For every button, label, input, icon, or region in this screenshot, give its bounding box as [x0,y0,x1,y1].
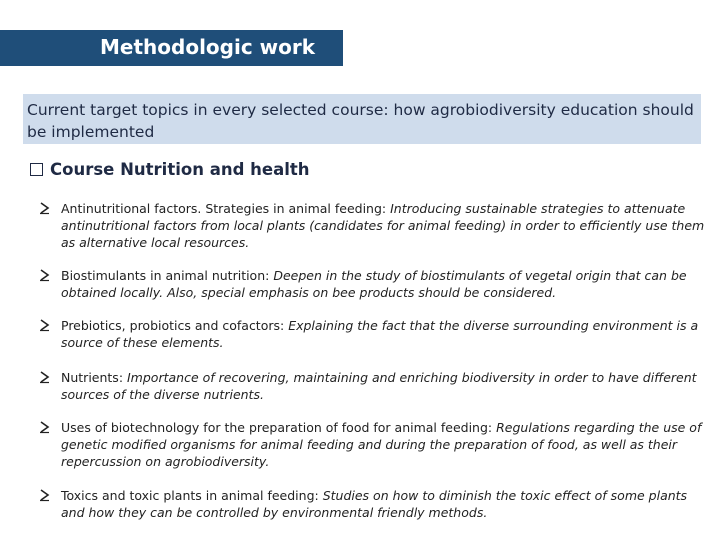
arrow-bullet-icon [38,268,52,282]
list-item [38,317,710,351]
title-bar [0,30,343,66]
item-label: Toxics and toxic plants in animal feeding: [61,488,323,503]
item-label: Uses of biotechnology for the preparation of food for animal feeding: [61,420,497,435]
item-detail: Importance of recovering, maintaining and enriching biodiversity in order to have different sources of the diverse nutrients. [61,370,697,402]
item-detail: Regulations regarding the use of genetic modified organisms for animal feeding and during the preparation of food, as well as their repercussion on agrobiodiversity. [61,420,702,469]
arrow-bullet-icon [38,488,52,502]
arrow-bullet-icon [38,420,52,434]
list-item [38,200,710,251]
arrow-bullet-icon [38,201,52,215]
item-label: Biostimulants in animal nutrition: [61,268,274,283]
checkbox-square-icon [30,163,43,176]
course-label: Course Nutrition and health [50,160,310,179]
course-heading [30,160,310,179]
topic-banner: Current target topics in every selected course: how agrobiodiversity education should be implemented [23,94,701,144]
arrow-bullet-icon [38,370,52,384]
item-label: Nutrients: [61,370,127,385]
page-title: Methodologic work [100,35,316,59]
item-detail: Deepen in the study of biostimulants of vegetal origin that can be obtained locally. Also, special emphasis on bee products should be considered. [61,268,687,300]
list-item [38,267,710,301]
arrow-bullet-icon [38,318,52,332]
item-label: Antinutritional factors. Strategies in animal feeding: [61,201,391,216]
item-detail: Introducing sustainable strategies to attenuate antinutritional factors from local plants (candidates for animal feeding) in order to efficiently use them as alternative local resources. [61,201,705,250]
item-detail: Studies on how to diminish the toxic effect of some plants and how they can be controlled by environmental friendly methods. [61,488,688,520]
item-label: Prebiotics, probiotics and cofactors: [61,318,289,333]
item-detail: Explaining the fact that the diverse surrounding environment is a source of these elements. [61,318,699,350]
list-item [38,369,710,403]
list-item [38,487,710,521]
list-item [38,419,710,470]
